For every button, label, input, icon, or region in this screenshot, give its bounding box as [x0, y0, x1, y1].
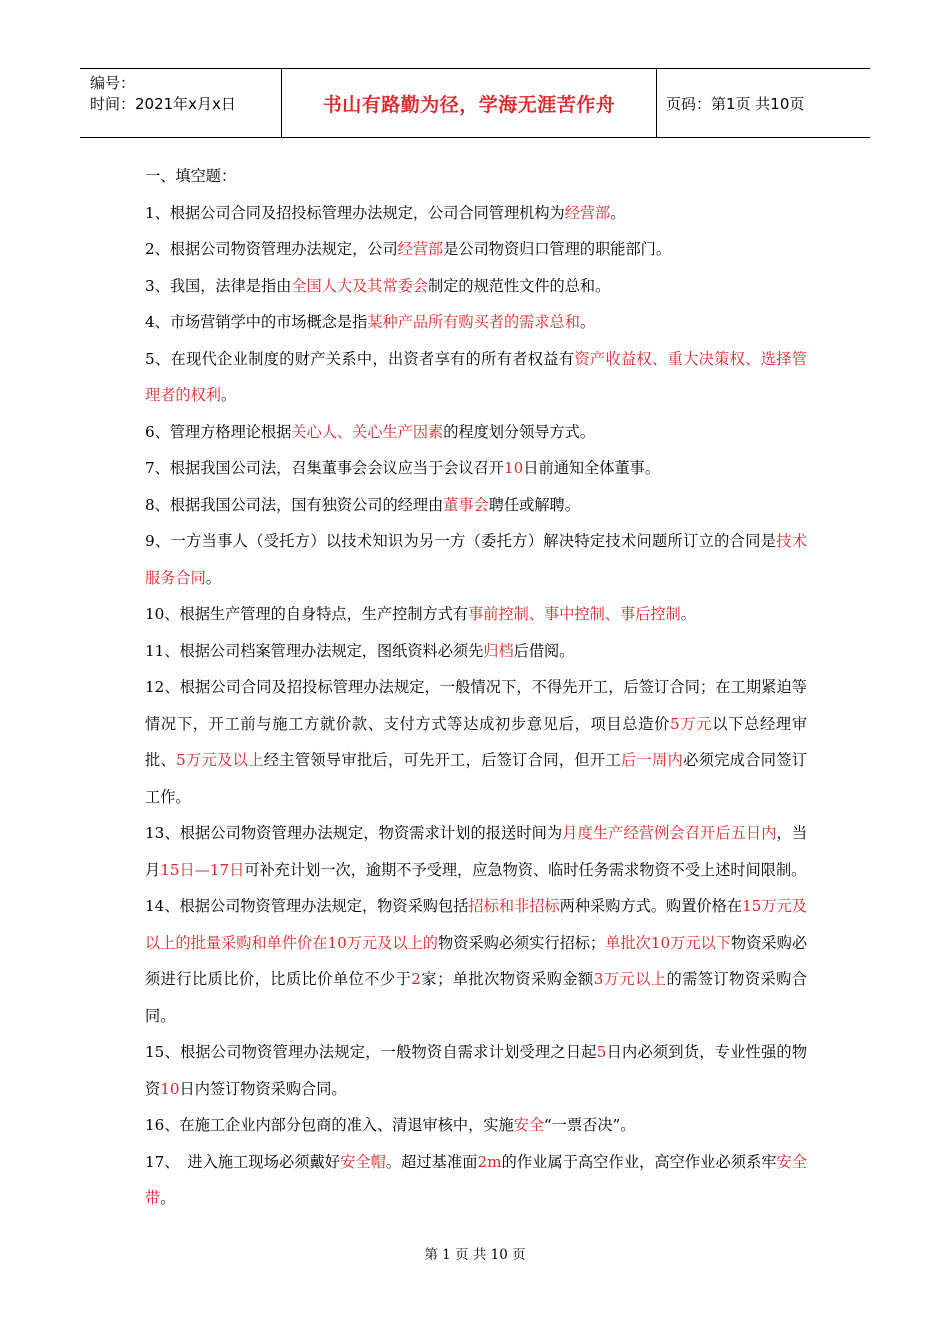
- answer-text: 10: [503, 459, 524, 477]
- answer-text: 5万元: [670, 714, 713, 733]
- question-item: [145, 633, 807, 670]
- question-text: 2、根据公司物资管理办法规定，公司: [145, 240, 398, 258]
- answer-text: 2: [411, 970, 421, 988]
- question-item: [145, 487, 807, 524]
- question-text: 可补充计划一次，逾期不予受理，应急物资、临时任务需求物资不受上述时间限制。: [244, 860, 807, 879]
- answer-text: 招标和非招标: [468, 897, 560, 915]
- question-text: 14、根据公司物资管理办法规定，物资采购包括: [145, 897, 469, 915]
- answer-text: 安全带: [145, 1152, 808, 1207]
- answer-text: 安全帽: [340, 1152, 386, 1171]
- question-item: [145, 888, 807, 1034]
- header-info: [90, 73, 236, 115]
- question-text: 的作业属于高空作业，高空作业必须系牢: [501, 1152, 777, 1171]
- header-table: [80, 68, 870, 138]
- answer-text: 5万元及以上: [176, 751, 264, 769]
- question-text: 5、在现代企业制度的财产关系中，出资者享有的所有者权益有: [145, 349, 575, 368]
- question-item: [145, 414, 807, 451]
- question-text: 日前通知全体董事。: [523, 459, 660, 477]
- answer-text: 某种产品所有购买者的需求总和: [367, 313, 580, 331]
- question-text: 17、 进入施工现场必须戴好: [145, 1152, 341, 1171]
- question-text: 以下总经理审批、: [145, 714, 808, 769]
- answer-text: 关心人、关心生产因素: [291, 422, 444, 441]
- question-text: 10、根据生产管理的自身特点，生产控制方式有: [145, 605, 469, 623]
- question-text: 9、一方当事人（受托方）以技术知识为另一方（委托方）解决特定技术问题所订立的合同是: [145, 532, 777, 550]
- answer-text: 15日—17日: [160, 860, 245, 879]
- question-text: 制定的规范性文件的总和。: [428, 276, 611, 295]
- question-text: “一票否决”。: [544, 1116, 636, 1134]
- question-item: [145, 341, 807, 414]
- answer-text: 全国人大及其常委会: [291, 276, 429, 295]
- question-item: [145, 669, 807, 815]
- answer-text: 5: [596, 1043, 607, 1061]
- question-text: 6、管理方格理论根据: [145, 422, 292, 441]
- question-item: [145, 523, 807, 596]
- question-text: 16、在施工企业内部分包商的准入、清退审核中，实施: [145, 1116, 514, 1134]
- answer-text: 事前控制、事中控制、事后控制: [468, 605, 681, 623]
- question-text: 的需签订物资采购合同。: [145, 970, 808, 1025]
- document-body: [145, 158, 807, 1217]
- answer-text: 技术服务合同: [145, 532, 808, 587]
- question-text: 。: [579, 313, 596, 331]
- answer-text: 经营部: [564, 203, 611, 222]
- header-divider: [656, 69, 657, 137]
- header-page-label: 页码：第1页 共10页: [666, 94, 805, 113]
- question-text: 聘任或解聘。: [488, 495, 580, 514]
- question-text: ，当月: [145, 824, 808, 879]
- answer-text: 2m: [477, 1152, 502, 1171]
- question-text: 物资采购必须实行招标；: [438, 933, 606, 952]
- question-text: 3、我国，法律是指由: [145, 276, 292, 295]
- question-text: 经主管领导审批后，可先开工，后签订合同，但开工: [263, 751, 621, 769]
- question-text: 的程度划分领导方式。: [443, 422, 596, 441]
- question-item: [145, 1144, 807, 1217]
- question-text: 家；单批次物资采购金额: [420, 970, 594, 988]
- question-text: 12、根据公司合同及招投标管理办法规定，一般情况下，不得先开工，后签订合同；在工期紧迫等情况下，开工前与施工方就价款、支付方式等达成初步意见后，项目总造价: [145, 678, 807, 733]
- question-text: 必须完成合同签订工作。: [145, 751, 808, 806]
- answer-text: 后一周内: [620, 751, 684, 769]
- number-label: 编号：: [90, 74, 136, 92]
- answer-text: 10: [160, 1079, 180, 1098]
- question-text: 13、根据公司物资管理办法规定，物资需求计划的报送时间为: [145, 824, 563, 842]
- answer-text: 15万元及以上的批量采购和单件价在10万元及以上的: [145, 897, 807, 952]
- question-text: 15、根据公司物资管理办法规定，一般物资自需求计划受理之日起: [145, 1043, 597, 1061]
- question-list: [145, 195, 807, 1217]
- answer-text: 单批次10万元以下: [605, 933, 731, 952]
- question-item: [145, 815, 807, 888]
- question-text: 是公司物资归口管理的职能部门。: [443, 240, 672, 258]
- question-text: 1、根据公司合同及招投标管理办法规定，公司合同管理机构为: [145, 203, 565, 222]
- question-text: 日内签订物资采购合同。: [179, 1079, 347, 1098]
- answer-text: 经营部: [397, 240, 444, 258]
- question-text: 7、根据我国公司法，召集董事会会议应当于会议召开: [145, 459, 504, 477]
- question-text: 。: [160, 1189, 176, 1207]
- question-text: 。超过基准面: [385, 1152, 478, 1171]
- question-text: 日内必须到货，专业性强的物资: [145, 1043, 808, 1098]
- question-item: [145, 195, 807, 232]
- question-text: 4、市场营销学中的市场概念是指: [145, 313, 368, 331]
- question-item: [145, 231, 807, 268]
- question-text: 。: [220, 386, 237, 404]
- question-item: [145, 268, 807, 305]
- question-text: 两种采购方式。购置价格在: [559, 897, 743, 915]
- answer-text: 3万元以上: [593, 970, 667, 988]
- answer-text: 资产收益权、重大决策权、选择管理者的权利: [145, 349, 808, 404]
- question-text: 。: [610, 203, 626, 222]
- question-text: 8、根据我国公司法，国有独资公司的经理由: [145, 495, 444, 514]
- question-item: [145, 596, 807, 633]
- question-text: 11、根据公司档案管理办法规定，图纸资料必须先: [145, 641, 484, 660]
- question-item: [145, 1034, 807, 1107]
- question-item: [145, 1107, 807, 1144]
- question-text: 。: [680, 605, 696, 623]
- answer-text: 归档: [483, 641, 514, 660]
- answer-text: 月度生产经营例会召开后五日内: [562, 824, 777, 842]
- question-text: 后借阅。: [513, 641, 575, 660]
- section-title: 一、填空题：: [145, 167, 237, 185]
- answer-text: 安全: [513, 1116, 545, 1134]
- question-text: 。: [205, 568, 221, 587]
- page-footer: 第 1 页 共 10 页: [424, 1247, 526, 1263]
- time-label: 时间：2021年x月x日: [90, 95, 236, 113]
- question-text: 物资采购必须进行比质比价，比质比价单位不少于: [145, 933, 807, 988]
- question-item: [145, 450, 807, 487]
- question-item: [145, 304, 807, 341]
- answer-text: 董事会: [443, 495, 489, 514]
- header-motto: 书山有路勤为径，学海无涯苦作舟: [322, 93, 616, 116]
